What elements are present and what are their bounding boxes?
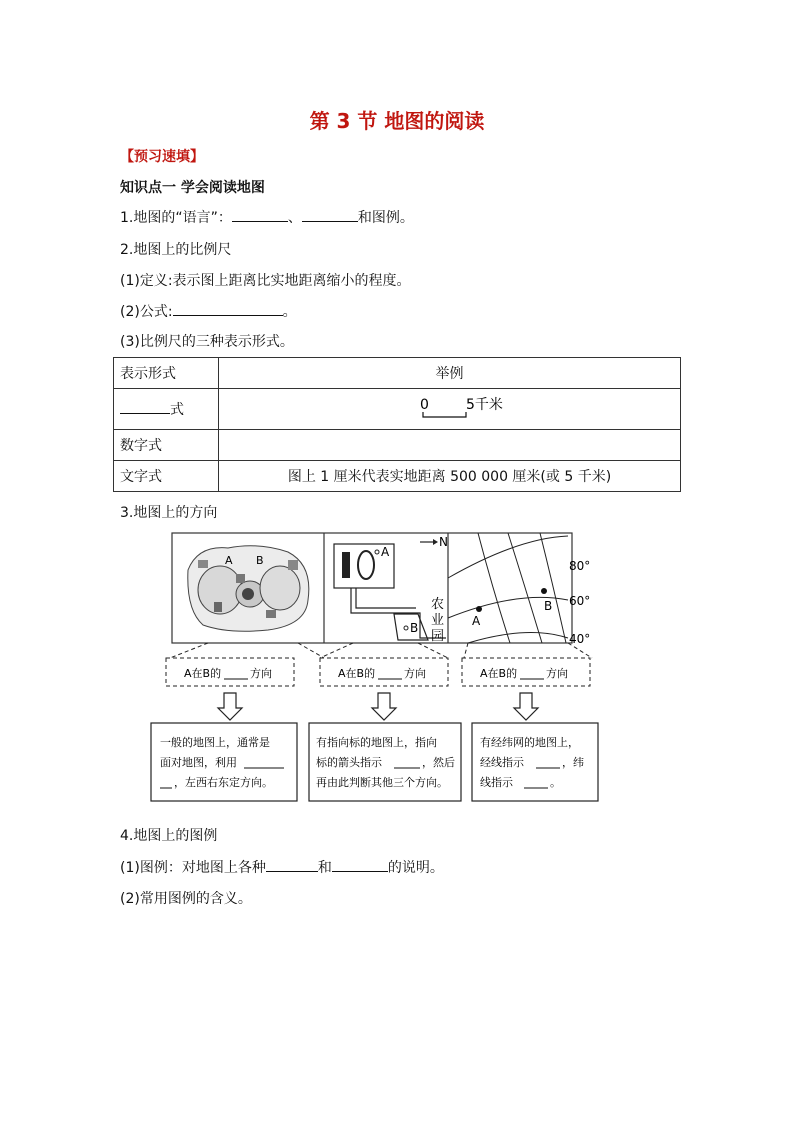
- map1-label-a: A: [225, 554, 233, 567]
- scale-formula: [120, 301, 297, 321]
- building-icon: [236, 574, 245, 583]
- scale-table: [113, 357, 681, 492]
- building-icon: [214, 602, 222, 612]
- answer-blank[interactable]: [173, 301, 283, 316]
- dashed-connectors: [170, 643, 592, 658]
- table-cell[interactable]: [219, 430, 681, 461]
- garden-char: 农: [431, 597, 445, 612]
- down-arrow-icon: [514, 693, 538, 720]
- table-header-cell: 举例: [219, 358, 681, 389]
- arrow-map: [334, 535, 448, 644]
- scale-bar: [423, 412, 466, 417]
- explain-line: ，左西右东定方向。: [174, 776, 273, 789]
- answer-post: 方向: [250, 667, 272, 680]
- answer-blank[interactable]: [332, 857, 388, 872]
- explain-line: 再由此判断其他三个方向。: [316, 776, 448, 789]
- line-scale-icon: [390, 394, 510, 420]
- scale-definition: (1)定义:表示图上距离比实地距离缩小的程度。: [120, 273, 411, 289]
- answer-box-2: [320, 658, 448, 686]
- formula-prefix: (2)公式:: [120, 304, 173, 320]
- knowledge-point-heading: 知识点一 学会阅读地图: [120, 180, 265, 196]
- lat-label: 60°: [569, 594, 591, 608]
- page-title: 第 3 节 地图的阅读: [309, 109, 485, 133]
- explain-box-3: [472, 723, 598, 801]
- scale-km: 5千米: [465, 397, 503, 413]
- lat-label: 80°: [569, 559, 591, 573]
- legend-item-1: [120, 857, 444, 877]
- direction-figure: [148, 530, 600, 808]
- legend-prefix: (1)图例：对地图上各种: [120, 860, 266, 876]
- q1-suffix: 和图例。: [357, 210, 414, 226]
- answer-post: 方向: [546, 667, 568, 680]
- answer-blank[interactable]: [302, 207, 358, 222]
- legend-suffix: 的说明。: [387, 860, 444, 876]
- point-b: [541, 588, 547, 594]
- answer-pre: A在B的: [480, 667, 518, 680]
- building-icon: [288, 560, 298, 570]
- scale-forms: (3)比例尺的三种表示形式。: [120, 334, 294, 350]
- garden-char: 业: [431, 613, 445, 628]
- legend-item-2: (2)常用图例的含义。: [120, 891, 252, 907]
- scale-zero: 0: [419, 397, 429, 413]
- answer-box-1: [166, 658, 294, 686]
- explain-line: 有指向标的地图上，指向: [316, 736, 437, 749]
- answer-blank[interactable]: [266, 857, 318, 872]
- answer-pre: A在B的: [338, 667, 376, 680]
- question-2-heading: 2.地图上的比例尺: [120, 242, 232, 258]
- answer-blank[interactable]: [120, 399, 170, 414]
- answer-box-3: [462, 658, 590, 686]
- down-arrow-icon: [372, 693, 396, 720]
- explain-box-1: [151, 723, 297, 801]
- table-row: [114, 430, 681, 461]
- explain-line: ，然后: [422, 756, 455, 769]
- table-cell: 数字式: [114, 430, 219, 461]
- question-1: [120, 207, 414, 227]
- explain-line: 一般的地图上，通常是: [160, 736, 270, 749]
- answer-pre: A在B的: [184, 667, 222, 680]
- north-label: N: [439, 535, 448, 549]
- answer-blank[interactable]: [232, 207, 288, 222]
- down-arrow-icon: [218, 693, 242, 720]
- formula-suffix: 。: [282, 304, 297, 320]
- explain-line: 面对地图，利用: [160, 756, 237, 769]
- map2-label-a: A: [381, 545, 390, 559]
- graticule-map: [448, 533, 590, 646]
- section-tag: 【预习速填】: [120, 149, 204, 165]
- question-4-heading: 4.地图上的图例: [120, 828, 218, 844]
- map2-label-b: B: [410, 621, 419, 635]
- table-cell: 图上 1 厘米代表实地距离 500 000 厘米(或 5 千米): [219, 461, 681, 492]
- answer-post: 方向: [404, 667, 426, 680]
- q1-sep: 、: [287, 210, 302, 226]
- park-map: [188, 546, 309, 631]
- explain-box-2: [309, 723, 461, 801]
- explain-line: 线指示: [480, 776, 513, 789]
- table-row: [114, 358, 681, 389]
- explain-line: 。: [550, 776, 561, 789]
- explain-line: 经线指示: [480, 756, 524, 769]
- table-cell: [114, 389, 219, 430]
- down-arrows: [218, 693, 538, 720]
- explain-line: ，纬: [562, 756, 584, 769]
- map3-point-b: B: [544, 599, 553, 613]
- map3-point-a: A: [472, 614, 481, 628]
- table-row: [114, 461, 681, 492]
- map1-label-b: B: [256, 554, 264, 567]
- building-icon: [266, 610, 276, 618]
- legend-mid: 和: [317, 860, 332, 876]
- table-row: [114, 389, 681, 430]
- table-header-cell: 表示形式: [114, 358, 219, 389]
- lat-label: 40°: [569, 632, 591, 646]
- form-suffix: 式: [170, 402, 184, 418]
- explain-line: 有经纬网的地图上，: [480, 736, 579, 749]
- point-a: [476, 606, 482, 612]
- table-cell: [219, 389, 681, 430]
- question-3-heading: 3.地图上的方向: [120, 505, 218, 521]
- garden-char: 园: [431, 629, 445, 644]
- table-cell: 文字式: [114, 461, 219, 492]
- explain-line: 标的箭头指示: [316, 756, 382, 769]
- building-icon: [198, 560, 208, 568]
- q1-prefix: 1.地图的“语言”：: [120, 210, 232, 226]
